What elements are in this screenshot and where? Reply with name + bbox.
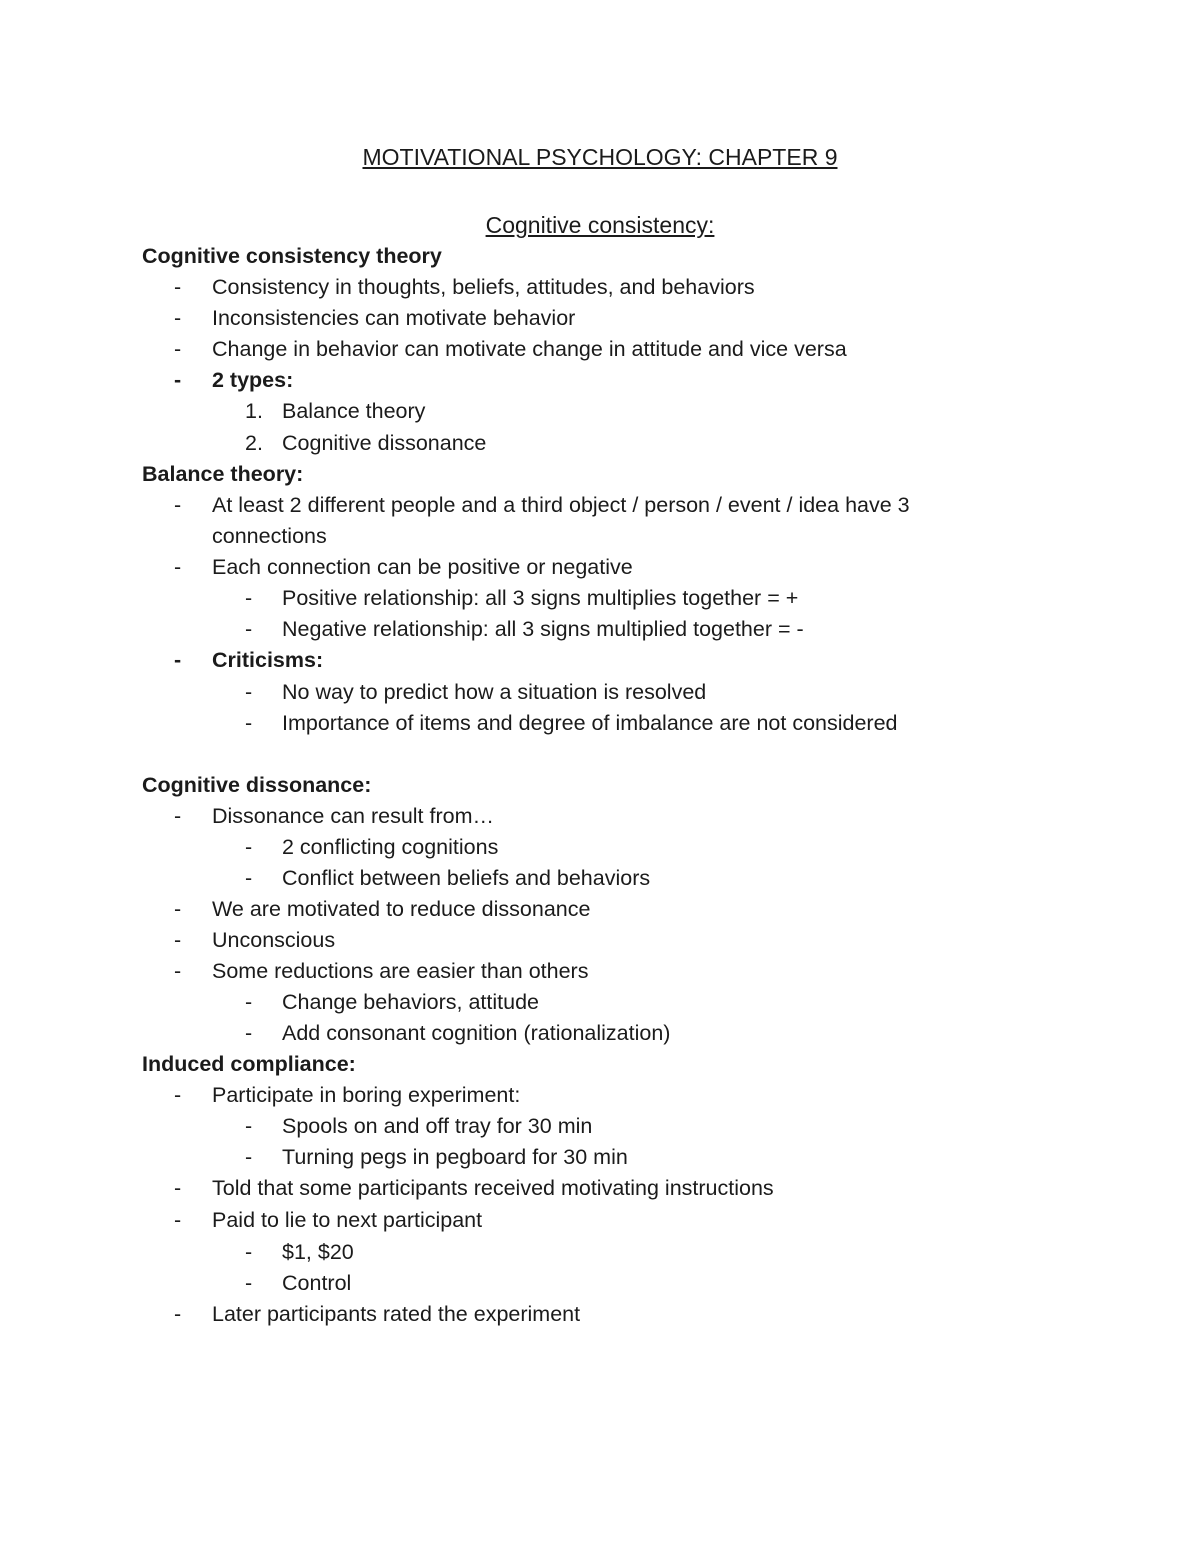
item-text: Importance of items and degree of imbalance are not considered bbox=[282, 711, 898, 735]
item-text: Later participants rated the experiment bbox=[212, 1302, 581, 1326]
list-number: 1. bbox=[245, 399, 263, 423]
bullet-dash: - bbox=[245, 866, 253, 890]
item-text: At least 2 different people and a third object / person / event / idea have 3 bbox=[212, 493, 910, 517]
bullet-dash: - bbox=[245, 680, 253, 704]
bullet-dash: - bbox=[174, 1302, 182, 1326]
bullet-dash: - bbox=[174, 493, 182, 517]
bullet-dash: - bbox=[245, 1114, 253, 1138]
bullet-dash: - bbox=[174, 928, 182, 952]
item-text: Some reductions are easier than others bbox=[212, 959, 589, 983]
heading-text: Cognitive consistency theory bbox=[142, 244, 442, 268]
item-text: No way to predict how a situation is resolved bbox=[282, 680, 707, 704]
item-text: Change in behavior can motivate change in attitude and vice versa bbox=[212, 337, 847, 361]
bullet-dash: - bbox=[245, 586, 253, 610]
item-text: Turning pegs in pegboard for 30 min bbox=[282, 1145, 628, 1169]
bullet-dash: - bbox=[174, 337, 182, 361]
bullet-dash: - bbox=[174, 897, 182, 921]
bullet-dash: - bbox=[174, 275, 182, 299]
bullet-dash: - bbox=[245, 1145, 253, 1169]
item-text: We are motivated to reduce dissonance bbox=[212, 897, 591, 921]
item-text: Each connection can be positive or negative bbox=[212, 555, 633, 579]
heading-text: Cognitive dissonance: bbox=[142, 773, 372, 797]
bullet-dash: - bbox=[245, 1240, 253, 1264]
bullet-dash: - bbox=[174, 804, 182, 828]
item-text: Spools on and off tray for 30 min bbox=[282, 1114, 593, 1138]
bullet-dash: - bbox=[245, 617, 253, 641]
item-text: Unconscious bbox=[212, 928, 336, 952]
item-text: Paid to lie to next participant bbox=[212, 1208, 483, 1232]
item-text: Change behaviors, attitude bbox=[282, 990, 539, 1014]
bullet-dash: - bbox=[174, 368, 182, 392]
item-text: Balance theory bbox=[282, 399, 426, 423]
list-number: 2. bbox=[245, 431, 263, 455]
bullet-dash: - bbox=[245, 1021, 253, 1045]
item-text: connections bbox=[212, 524, 327, 548]
bullet-dash: - bbox=[174, 648, 182, 672]
bullet-dash: - bbox=[245, 1271, 253, 1295]
item-text: 2 types: bbox=[212, 368, 294, 392]
section-title: Cognitive consistency: bbox=[485, 212, 715, 238]
item-text: Add consonant cognition (rationalization) bbox=[282, 1021, 671, 1045]
item-text: $1, $20 bbox=[282, 1240, 354, 1264]
bullet-dash: - bbox=[174, 555, 182, 579]
bullet-dash: - bbox=[174, 1208, 182, 1232]
item-text: Conflict between beliefs and behaviors bbox=[282, 866, 651, 890]
item-text: Control bbox=[282, 1271, 352, 1295]
heading-text: Induced compliance: bbox=[142, 1052, 356, 1076]
bullet-dash: - bbox=[174, 1176, 182, 1200]
item-text: Criticisms: bbox=[212, 648, 324, 672]
bullet-dash: - bbox=[245, 711, 253, 735]
bullet-dash: - bbox=[245, 990, 253, 1014]
item-text: Inconsistencies can motivate behavior bbox=[212, 306, 576, 330]
item-text: Participate in boring experiment: bbox=[212, 1083, 521, 1107]
item-text: Told that some participants received motivating instructions bbox=[212, 1176, 774, 1200]
item-text: Dissonance can result from… bbox=[212, 804, 494, 828]
heading-text: Balance theory: bbox=[142, 462, 304, 486]
item-text: Cognitive dissonance bbox=[282, 431, 487, 455]
bullet-dash: - bbox=[174, 1083, 182, 1107]
item-text: 2 conflicting cognitions bbox=[282, 835, 499, 859]
item-text: Positive relationship: all 3 signs multiplies together = + bbox=[282, 586, 799, 610]
page-title: MOTIVATIONAL PSYCHOLOGY: CHAPTER 9 bbox=[362, 144, 838, 170]
item-text: Negative relationship: all 3 signs multiplied together = - bbox=[282, 617, 804, 641]
bullet-dash: - bbox=[245, 835, 253, 859]
bullet-dash: - bbox=[174, 306, 182, 330]
bullet-dash: - bbox=[174, 959, 182, 983]
item-text: Consistency in thoughts, beliefs, attitudes, and behaviors bbox=[212, 275, 755, 299]
